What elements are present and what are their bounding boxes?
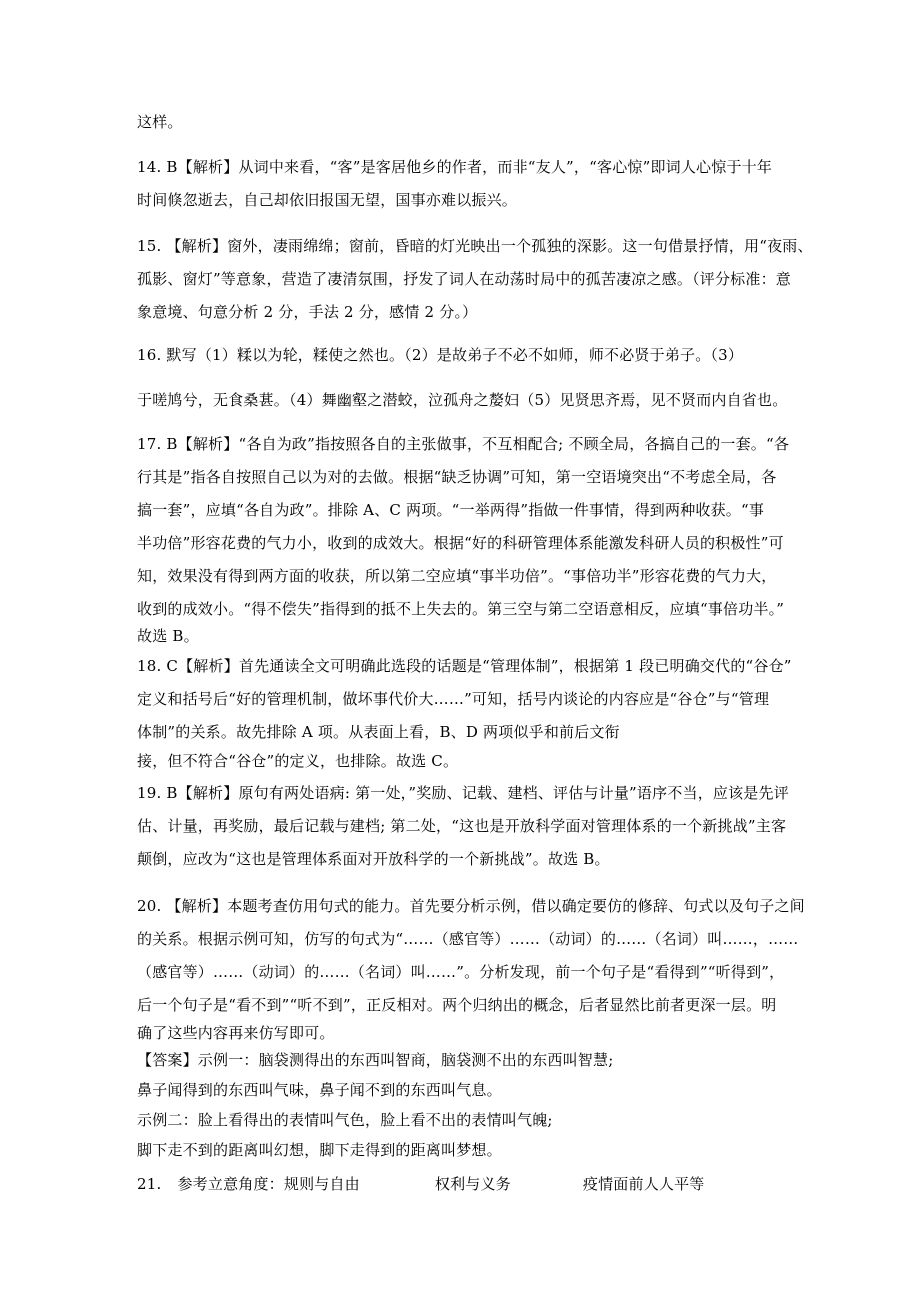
answer-16-line-2: 于嗟鸠兮，无食桑葚。（4）舞幽壑之潜蛟，泣孤舟之嫠妇（5）见贤思齐焉，见不贤而内自省也。 [137, 391, 788, 409]
answer-21-number: 21. [137, 1175, 162, 1193]
answer-17-line-4: 半功倍”形容花费的气力小，收到的成效大。根据“好的科研管理体系能激发科研人员的积极性”可 [137, 534, 784, 552]
answer-15-line-1: 15. 【解析】窗外，凄雨绵绵；窗前，昏暗的灯光映出一个孤独的深影。这一句借景抒情，用“夜雨、 [137, 237, 813, 255]
answer-17-line-5: 知，效果没有得到两方面的收获，所以第二空应填“事半功倍”。“事倍功半”形容花费的气力大， [137, 567, 777, 585]
answer-14-line-2: 时间倏忽逝去，自己却依旧报国无望，国事亦难以振兴。 [137, 191, 518, 209]
answer-18-line-4: 接，但不符合“谷仓”的定义，也排除。故选 C。 [137, 752, 459, 770]
text-line: 这样。 [137, 113, 183, 131]
answer-example-line-3: 示例二：脸上看得出的表情叫气色，脸上看不出的表情叫气魄; [137, 1111, 553, 1129]
answer-17-line-3: 搞一套”，应填“各自为政”。排除 A、C 两项。“一举两得”指做一件事情，得到两种收获。“事 [137, 501, 765, 519]
answer-21-angle-3: 疫情面前人人平等 [582, 1175, 705, 1193]
answer-15-line-3: 象意境、句意分析 2 分，手法 2 分，感情 2 分。） [137, 303, 478, 321]
answer-20-line-5: 确了这些内容再来仿写即可。 [137, 1024, 335, 1042]
answer-19-line-3: 颠倒，应改为“这也是管理体系面对开放科学的一个新挑战”。故选 B。 [137, 850, 610, 868]
answer-17-line-6: 收到的成效小。“得不偿失”指得到的抵不上失去的。第三空与第二空语意相反，应填“事倍功半。” [137, 600, 785, 618]
answer-14-line-1: 14. B【解析】从词中来看，“客”是客居他乡的作者，而非“友人”，“客心惊”即词人心惊于十年 [137, 158, 773, 176]
answer-19-line-1: 19. B【解析】原句有两处语病: 第一处，”奖励、记载、建档、评估与计量”语序不当，应该是先评 [137, 784, 789, 802]
answer-21-angle-1: 参考立意角度：规则与自由 [177, 1175, 360, 1193]
answer-label-line-1: 【答案】示例一：脑袋测得出的东西叫智商，脑袋测不出的东西叫智慧; [137, 1051, 614, 1069]
answer-20-line-3: （感官等）……（动词）的……（名词）叫……”。分析发现，前一个句子是“看得到”“听得到”， [137, 963, 785, 981]
answer-21-angle-2: 权利与义务 [434, 1175, 511, 1193]
answer-17-line-7: 故选 B。 [137, 627, 199, 645]
answer-18-line-1: 18. C【解析】首先通读全文可明确此选段的话题是“管理体制”，根据第 1 段已明确交代的“谷仓” [137, 657, 792, 675]
answer-19-line-2: 估、计量，再奖励，最后记载与建档; 第二处，“这也是开放科学面对管理体系的一个新挑战”主客 [137, 817, 787, 835]
answer-15-line-2: 孤影、窗灯”等意象，营造了凄清氛围，抒发了词人在动荡时局中的孤苦凄凉之感。（评分标准：意 [137, 270, 791, 288]
answer-16-line-1: 16. 默写（1）糅以为轮，糅使之然也。（2）是故弟子不必不如师，师不必贤于弟子。（3） [137, 346, 744, 364]
answer-20-line-2: 的关系。根据示例可知，仿写的句式为“……（感官等）……（动词）的……（名词）叫……，…… [137, 930, 799, 948]
answer-18-line-2: 定义和括号后“好的管理机制，做坏事代价大……”可知，括号内谈论的内容应是“谷仓”与“管理 [137, 690, 770, 708]
answer-21-line [137, 1174, 797, 1194]
answer-example-line-2: 鼻子闻得到的东西叫气味，鼻子闻不到的东西叫气息。 [137, 1081, 502, 1099]
answer-example-line-4: 脚下走不到的距离叫幻想，脚下走得到的距离叫梦想。 [137, 1141, 502, 1159]
answer-20-line-4: 后一个句子是“看不到”“听不到”，正反相对。两个归纳出的概念，后者显然比前者更深一层。明 [137, 996, 777, 1014]
answer-17-line-2: 行其是”指各自按照自己以为对的去做。根据“缺乏协调”可知，第一空语境突出“不考虑全局，各 [137, 468, 777, 486]
answer-18-line-3: 体制”的关系。故先排除 A 项。从表面上看，B、D 两项似乎和前后文衔 [137, 723, 620, 741]
answer-17-line-1: 17. B【解析】“各自为政”指按照各自的主张做事，不互相配合; 不顾全局，各搞自己的一套。“各 [137, 435, 790, 453]
answer-20-line-1: 20. 【解析】本题考查仿用句式的能力。首先要分析示例，借以确定要仿的修辞、句式以及句子之间 [137, 897, 805, 915]
